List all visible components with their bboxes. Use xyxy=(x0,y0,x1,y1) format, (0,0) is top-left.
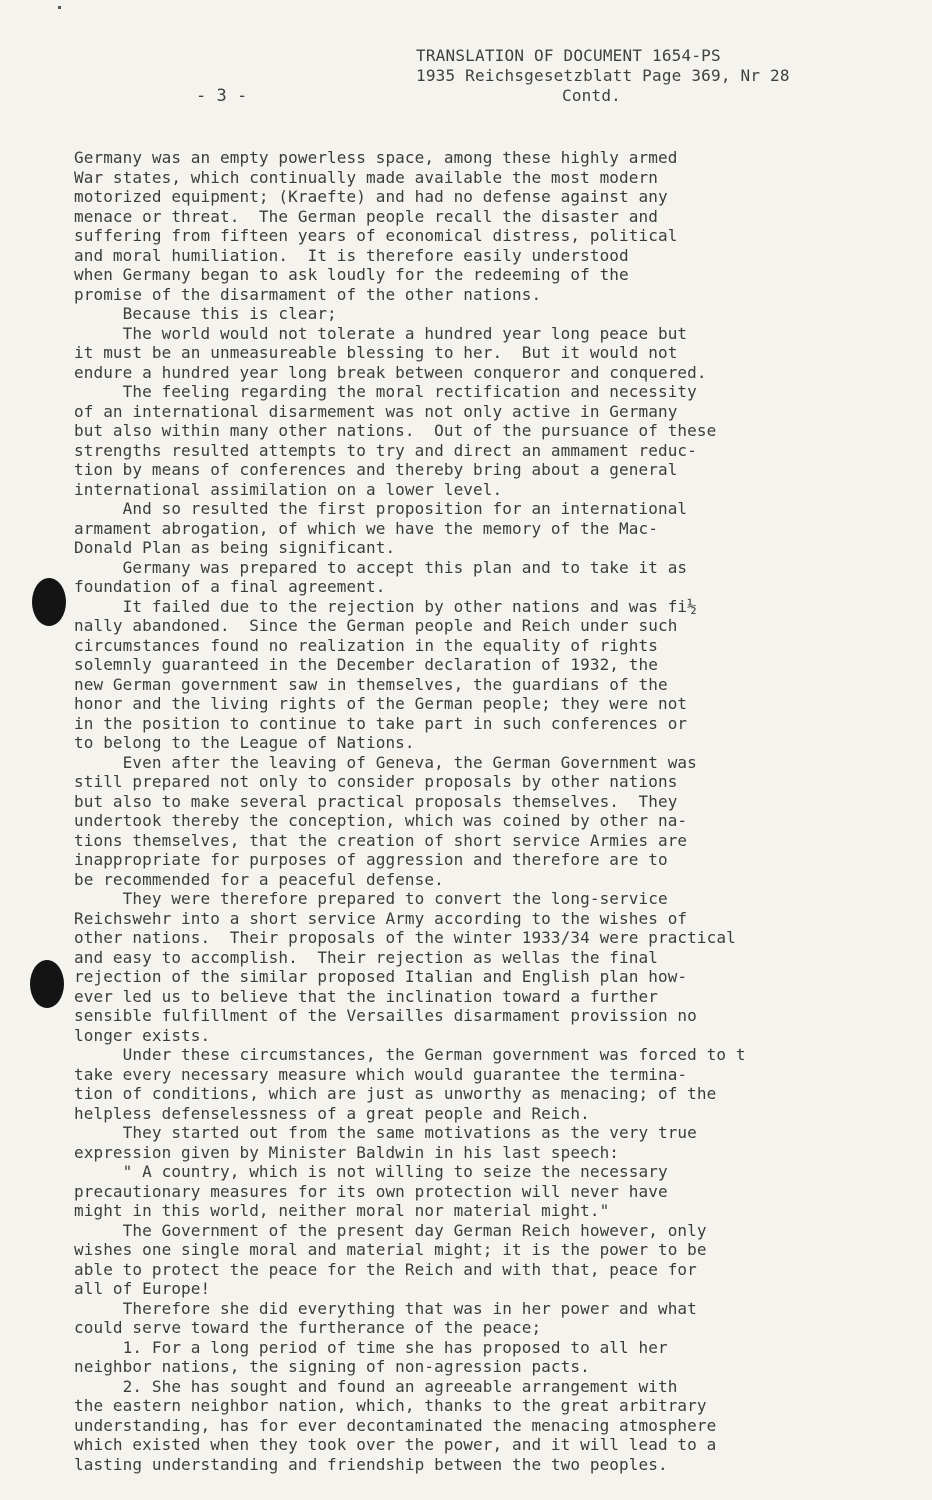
text-line: of an international disarmement was not only active in Germany xyxy=(74,401,678,421)
header-source: 1935 Reichsgesetzblatt Page 369, Nr 28 xyxy=(416,66,790,85)
text-line: wishes one single moral and material might; it is the power to be xyxy=(74,1240,707,1259)
text-line: new German government saw in themselves, the guardians of the xyxy=(74,674,668,694)
text-line: the eastern neighbor nation, which, thanks to the great arbitrary xyxy=(74,1396,707,1415)
text-line: able to protect the peace for the Reich and with that, peace for xyxy=(74,1259,697,1279)
text-line: sensible fulfillment of the Versailles disarmament provission no xyxy=(74,1006,697,1025)
text-line: honor and the living rights of the German people; they were not xyxy=(74,694,688,713)
text-line: inappropriate for purposes of aggression and therefore are to xyxy=(74,850,668,869)
text-line: precautionary measures for its own protection will never have xyxy=(74,1181,668,1201)
text-line: it must be an unmeasureable blessing to her. But it would not xyxy=(74,343,678,362)
text-line: The feeling regarding the moral rectification and necessity xyxy=(74,382,697,401)
text-line: " A country, which is not willing to seize the necessary xyxy=(74,1162,668,1181)
text-line: might in this world, neither moral nor material might." xyxy=(74,1201,610,1220)
text-line: other nations. Their proposals of the winter 1933/34 were practical xyxy=(74,928,736,947)
text-line: which existed when they took over the power, and it will lead to a xyxy=(74,1435,717,1454)
text-line: tions themselves, that the creation of short service Armies are xyxy=(74,830,688,850)
page-number: - 3 - xyxy=(196,86,248,106)
header-title: TRANSLATION OF DOCUMENT 1654-PS xyxy=(416,46,721,65)
text-line: could serve toward the furtherance of the peace; xyxy=(74,1318,542,1337)
text-line: circumstances found no realization in the equality of rights xyxy=(74,635,658,655)
text-line: understanding, has for ever decontaminated the menacing atmosphere xyxy=(74,1415,717,1435)
text-line: lasting understanding and friendship between the two peoples. xyxy=(74,1454,668,1474)
text-line: all of Europe! xyxy=(74,1279,211,1298)
text-line: Germany was prepared to accept this plan and to take it as xyxy=(74,557,688,577)
text-line: And so resulted the first proposition for an international xyxy=(74,499,688,518)
text-line: They started out from the same motivations as the very true xyxy=(74,1123,697,1142)
text-line: Donald Plan as being significant. xyxy=(74,538,396,557)
text-line: and moral humiliation. It is therefore easily understood xyxy=(74,245,629,265)
text-line: tion by means of conferences and thereby bring about a general xyxy=(74,460,678,479)
text-line: take every necessary measure which would guarantee the termina- xyxy=(74,1064,688,1084)
text-line: be recommended for a peaceful defense. xyxy=(74,869,444,889)
header-continued: Contd. xyxy=(562,86,621,105)
text-line: tion of conditions, which are just as unworthy as menacing; of the xyxy=(74,1084,717,1103)
text-line: It failed due to the rejection by other nations and was fi½ xyxy=(74,596,697,616)
text-line: motorized equipment; (Kraefte) and had no defense against any xyxy=(74,187,668,206)
text-line: Reichswehr into a short service Army according to the wishes of xyxy=(74,908,688,928)
text-line: expression given by Minister Baldwin in his last speech: xyxy=(74,1142,620,1162)
text-line: solemnly guaranteed in the December declaration of 1932, the xyxy=(74,655,658,674)
text-line: armament abrogation, of which we have the memory of the Mac- xyxy=(74,518,658,538)
text-line: 1. For a long period of time she has proposed to all her xyxy=(74,1337,668,1357)
text-line: menace or threat. The German people recall the disaster and xyxy=(74,206,658,226)
text-line: but also to make several practical proposals themselves. They xyxy=(74,791,678,811)
text-line: ever led us to believe that the inclination toward a further xyxy=(74,986,658,1006)
text-line: Therefore she did everything that was in her power and what xyxy=(74,1298,697,1318)
text-line: War states, which continually made available the most modern xyxy=(74,167,658,187)
text-line: Germany was an empty powerless space, among these highly armed xyxy=(74,148,678,167)
punch-hole xyxy=(32,578,66,626)
text-line: The world would not tolerate a hundred year long peace but xyxy=(74,323,688,343)
text-line: The Government of the present day German Reich however, only xyxy=(74,1220,707,1240)
text-line: still prepared not only to consider proposals by other nations xyxy=(74,772,678,791)
text-line: neighbor nations, the signing of non-agression pacts. xyxy=(74,1357,590,1376)
text-line: Under these circumstances, the German government was forced to t xyxy=(74,1045,746,1064)
document-header xyxy=(416,46,790,106)
text-line: undertook thereby the conception, which was coined by other na- xyxy=(74,811,688,830)
text-line: but also within many other nations. Out of the pursuance of these xyxy=(74,421,717,440)
text-line: international assimilation on a lower level. xyxy=(74,479,503,499)
text-line: in the position to continue to take part in such conferences or xyxy=(74,713,688,733)
text-line: longer exists. xyxy=(74,1025,211,1045)
text-line: promise of the disarmament of the other nations. xyxy=(74,284,542,304)
text-line: to belong to the League of Nations. xyxy=(74,733,415,752)
text-line: endure a hundred year long break between conqueror and conquered. xyxy=(74,362,707,382)
text-line: suffering from fifteen years of economical distress, political xyxy=(74,226,678,245)
text-line: Even after the leaving of Geneva, the German Government was xyxy=(74,752,697,772)
text-line: They were therefore prepared to convert the long-service xyxy=(74,889,668,908)
text-line: when Germany began to ask loudly for the redeeming of the xyxy=(74,265,629,284)
text-line: strengths resulted attempts to try and direct an ammament reduc- xyxy=(74,440,697,460)
text-line: 2. She has sought and found an agreeable arrangement with xyxy=(74,1376,678,1396)
body-text xyxy=(74,148,854,1474)
punch-hole xyxy=(30,960,64,1008)
text-line: foundation of a final agreement. xyxy=(74,577,386,596)
text-line: and easy to accomplish. Their rejection as wellas the final xyxy=(74,947,658,967)
ink-mark xyxy=(58,6,61,9)
text-line: rejection of the similar proposed Italian and English plan how- xyxy=(74,967,688,986)
text-line: Because this is clear; xyxy=(74,304,337,323)
text-line: nally abandoned. Since the German people and Reich under such xyxy=(74,616,678,635)
text-line: helpless defenselessness of a great people and Reich. xyxy=(74,1103,590,1123)
